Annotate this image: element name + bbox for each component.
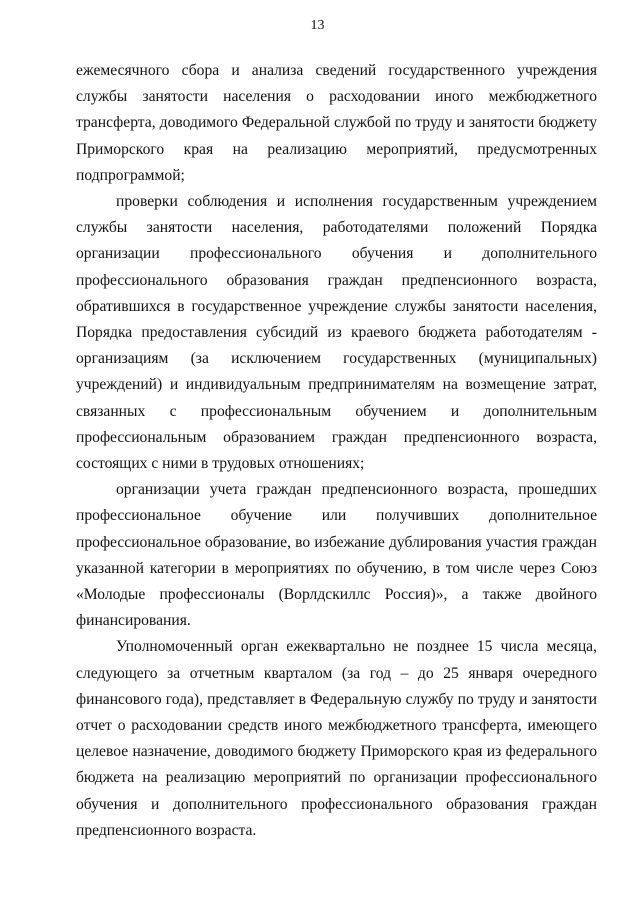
paragraph-accounting-organization: организации учета граждан предпенсионного возраста, прошедших профессиональное обучение или получивших дополнительное профессиональное образование, во избежание дублирования участия граждан указанной категории в мероприятиях по обучению, в том числе через Союз «Молодые профессионалы (Ворлдскиллс Россия)», а также двойного финансирования. — [76, 481, 597, 630]
paragraph-quarterly-report: Уполномоченный орган ежеквартально не позднее 15 числа месяца, следующего за отчетным кварталом (за год – до 25 января очередного финансового года), представляет в Федеральную службу по труду и занятости отчет о расходовании средств иного межбюджетного трансферта, имеющего целевое назначение, доводимого бюджету Приморского края из федерального бюджета на реализацию мероприятий по организации профессионального обучения и дополнительного профессионального образования граждан предпенсионного возраста. — [76, 638, 597, 839]
paragraph-compliance-checks: проверки соблюдения и исполнения государственным учреждением службы занятости населения, работодателями положений Порядка организации профессионального обучения и дополнительного профессионального образования граждан предпенсионного возраста, обратившихся в государственное учреждение службы занятости населения, Порядка предоставления субсидий из краевого бюджета работодателям - организациям (за исключением государственных (муниципальных) учреждений) и индивидуальным предпринимателям на возмещение затрат, связанных с профессиональным обучением и дополнительным профессиональным образованием граждан предпенсионного возраста, состоящих с ними в трудовых отношениях; — [76, 193, 597, 473]
document-body — [76, 58, 597, 844]
page-number: 13 — [310, 18, 325, 33]
paragraph-monthly-collection: ежемесячного сбора и анализа сведений государственного учреждения службы занятости населения о расходовании иного межбюджетного трансферта, доводимого Федеральной службой по труду и занятости бюджету Приморского края на реализацию мероприятий, предусмотренных подпрограммой; — [76, 62, 597, 184]
